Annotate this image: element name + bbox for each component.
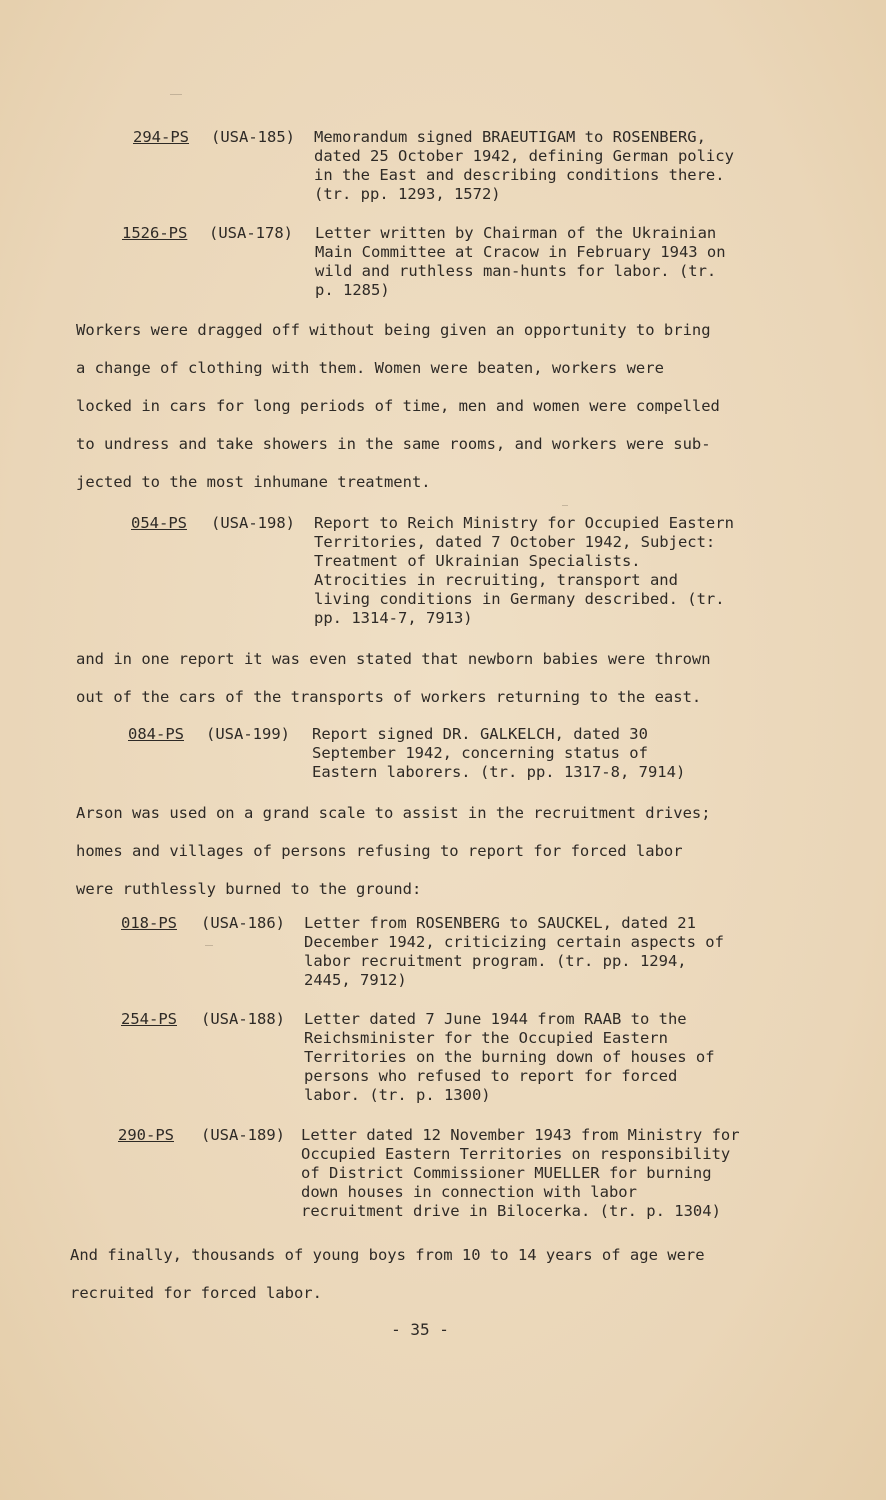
paragraph-line: And finally, thousands of young boys from 10 to 14 years of age were: [70, 1246, 705, 1264]
entry-description: Letter dated 12 November 1943 from Ministry for Occupied Eastern Territories on responsibility of District Commissioner MUELLER for burning down houses in connection with labor recruitment drive in Bilocerka. (tr. p. 1304): [301, 1126, 740, 1220]
paragraph-line: were ruthlessly burned to the ground:: [76, 880, 422, 898]
entry-description: Letter from ROSENBERG to SAUCKEL, dated 21 December 1942, criticizing certain aspects of labor recruitment program. (tr. pp. 1294, 2445, 7912): [304, 914, 724, 989]
paragraph-line: Workers were dragged off without being given an opportunity to bring: [76, 321, 711, 339]
exhibit-number: (USA-185): [211, 128, 295, 146]
exhibit-entry: [118, 1126, 741, 1221]
page-number: - 35 -: [391, 1320, 449, 1339]
exhibit-entry: [133, 128, 739, 204]
document-id: 1526-PS: [122, 224, 188, 242]
paragraph-line: to undress and take showers in the same rooms, and workers were sub-: [76, 435, 711, 453]
paragraph-line: a change of clothing with them. Women were beaten, workers were: [76, 359, 664, 377]
entry-description: Report signed DR. GALKELCH, dated 30 September 1942, concerning status of Eastern laborers. (tr. pp. 1317-8, 7914): [312, 725, 686, 781]
entry-description: Letter written by Chairman of the Ukrainian Main Committee at Cracow in February 1943 on wild and ruthless man-hunts for labor. (tr. p. 1285): [315, 224, 726, 299]
entry-description: Report to Reich Ministry for Occupied Eastern Territories, dated 7 October 1942, Subject: Treatment of Ukrainian Specialists. Atrocities in recruiting, transport and living conditions in Germany described. (tr. pp. 1314-7, 7913): [314, 514, 734, 627]
paragraph-line: out of the cars of the transports of workers returning to the east.: [76, 688, 702, 706]
document-id: 054-PS: [131, 514, 187, 532]
paragraph-line: homes and villages of persons refusing to report for forced labor: [76, 842, 683, 860]
body-paragraph: [70, 1236, 755, 1312]
exhibit-entry: [122, 224, 740, 300]
body-paragraph: [76, 794, 761, 908]
exhibit-entry: [121, 914, 739, 990]
paper-speck: [170, 94, 182, 95]
exhibit-entry: [128, 725, 722, 782]
document-id: 018-PS: [121, 914, 177, 932]
exhibit-number: (USA-178): [209, 224, 293, 242]
paragraph-line: jected to the most inhumane treatment.: [76, 473, 431, 491]
body-paragraph: [76, 640, 761, 716]
exhibit-number: (USA-188): [201, 1010, 285, 1028]
entry-description: Letter dated 7 June 1944 from RAAB to the Reichsminister for the Occupied Eastern Territories on the burning down of houses of persons who refused to report for forced labor. (tr. p. 1300): [304, 1010, 715, 1104]
document-id: 290-PS: [118, 1126, 174, 1144]
exhibit-number: (USA-198): [211, 514, 295, 532]
paragraph-line: recruited for forced labor.: [70, 1284, 322, 1302]
exhibit-number: (USA-186): [201, 914, 285, 932]
exhibit-number: (USA-189): [201, 1126, 285, 1144]
body-paragraph: [76, 311, 761, 501]
entry-description: Memorandum signed BRAEUTIGAM to ROSENBERG, dated 25 October 1942, defining German policy in the East and describing conditions there. (tr. pp. 1293, 1572): [314, 128, 734, 203]
paragraph-line: Arson was used on a grand scale to assist in the recruitment drives;: [76, 804, 711, 822]
exhibit-number: (USA-199): [206, 725, 290, 743]
document-id: 084-PS: [128, 725, 184, 743]
exhibit-entry: [131, 514, 734, 628]
document-id: 294-PS: [133, 128, 189, 146]
paragraph-line: locked in cars for long periods of time, men and women were compelled: [76, 397, 720, 415]
exhibit-entry: [121, 1010, 724, 1105]
paper-speck: [562, 505, 568, 506]
document-id: 254-PS: [121, 1010, 177, 1028]
paragraph-line: and in one report it was even stated that newborn babies were thrown: [76, 650, 711, 668]
